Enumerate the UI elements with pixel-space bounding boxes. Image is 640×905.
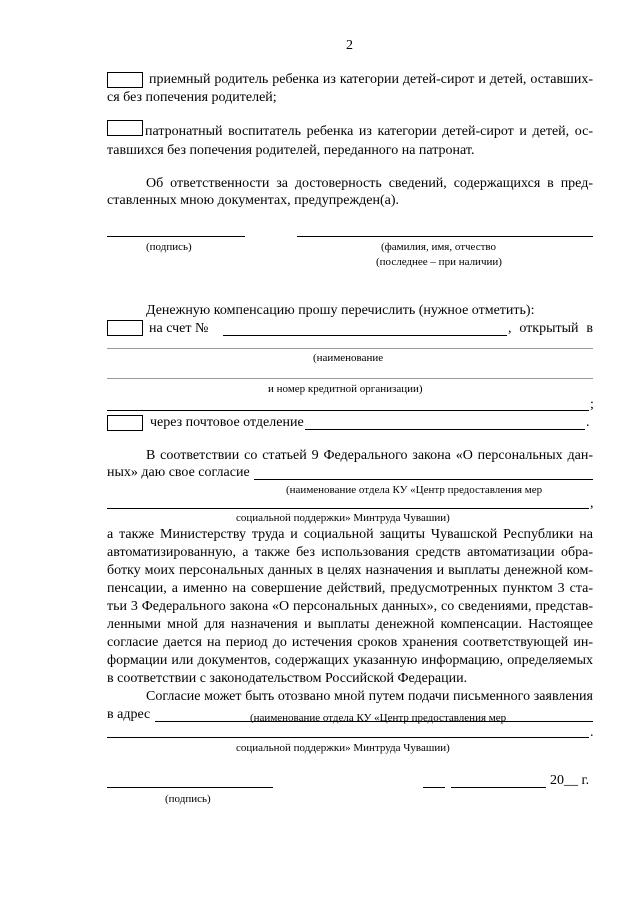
revoke-line1-wrap: [146, 689, 593, 705]
consent-body-text: тьи 3 Федерального закона «О персональных данных», со сведениями, представ-: [107, 599, 593, 614]
consent-org-caption-1: (наименование отдела КУ «Центр предоставления мер: [286, 484, 543, 496]
bank-caption-2: и номер кредитной организации): [268, 383, 423, 395]
revoke-address-line-2[interactable]: [107, 737, 589, 738]
patronage-line1-wrap: [145, 124, 593, 140]
bank-caption-1: (наименование: [313, 352, 384, 364]
consent-text-line1: В соответствии со статьей 9 Федерального закона «О персональных дан-: [146, 448, 593, 463]
consent-body-text: формации или документов, содержащих указанную информацию, определяемых: [107, 653, 593, 668]
consent-org-line-2[interactable]: [107, 508, 589, 509]
page-number: 2: [346, 38, 353, 53]
consent-body-line: [107, 599, 593, 615]
revoke-prefix: в адрес: [107, 707, 151, 722]
account-prefix: на счет №: [149, 321, 209, 336]
patronage-text-line1: патронатный воспитатель ребенка из категории детей-сирот и детей, ос-: [145, 124, 593, 139]
date-year-text: 20__ г.: [550, 773, 590, 788]
revoke-caption-1: (наименование отдела КУ «Центр предоставления мер: [250, 712, 507, 724]
post-office-label: через почтовое отделение: [150, 415, 304, 430]
foster-parent-checkbox[interactable]: [107, 72, 143, 88]
compensation-intro: Денежную компенсацию прошу перечислить (нужное отметить):: [146, 303, 535, 318]
consent-body-line: [107, 545, 593, 561]
footer-signature-line[interactable]: [107, 787, 273, 788]
signature-caption: (подпись): [146, 241, 192, 253]
responsibility-text-line1: Об ответственности за достоверность сведений, содержащихся в пред-: [146, 176, 593, 191]
revoke-caption-2: социальной поддержки» Минтруда Чувашии): [236, 742, 450, 754]
consent-body-text: ботку моих персональных данных в целях назначения и выплаты денежной ком-: [107, 563, 593, 578]
consent-body-line: [107, 527, 593, 543]
date-month-line[interactable]: [451, 787, 546, 788]
consent-body-line: [107, 635, 593, 651]
full-name-caption: (фамилия, имя, отчество: [381, 241, 497, 253]
signature-line[interactable]: [107, 236, 245, 237]
consent-body-line: [107, 581, 593, 597]
consent-body-text: автоматизированную, а также без использования средств автоматизации обра-: [107, 545, 593, 560]
full-name-line[interactable]: [297, 236, 593, 237]
post-office-period: .: [586, 415, 590, 430]
account-number-line[interactable]: [223, 335, 507, 336]
consent-body-line: [107, 563, 593, 579]
full-name-caption-note: (последнее – при наличии): [376, 256, 502, 268]
account-checkbox[interactable]: [107, 320, 143, 336]
post-office-line[interactable]: [305, 429, 585, 430]
consent-body-line: [107, 617, 593, 633]
bank-name-line[interactable]: [107, 348, 593, 349]
footer-signature-caption: (подпись): [165, 793, 211, 805]
consent-comma: ,: [590, 496, 594, 511]
foster-parent-line1-wrap: [149, 72, 593, 88]
consent-body-text: пенсации, а именно на совершение действий, предусмотренных пунктом 3 ста-: [107, 581, 593, 596]
bank-semicolon: ;: [590, 397, 594, 412]
post-office-checkbox[interactable]: [107, 415, 143, 431]
account-suffix: , открытый в: [508, 321, 593, 336]
consent-body-text: а также Министерству труда и социальной защиты Чувашской Республики на: [107, 527, 593, 542]
bank-details-line[interactable]: [107, 410, 589, 411]
date-day-line[interactable]: [423, 787, 445, 788]
consent-org-line[interactable]: [254, 479, 593, 480]
consent-body-text: согласие дается на период до истечения сроков хранения соответствующей ин-: [107, 635, 593, 650]
responsibility-line1-wrap: [146, 176, 593, 192]
revoke-text-line1: Согласие может быть отозвано мной путем подачи письменного заявления: [146, 689, 593, 704]
consent-body-last-line: в соответствии с законодательством Российской Федерации.: [107, 671, 468, 686]
foster-parent-text-line1: приемный родитель ребенка из категории детей-сирот и детей, оставших-: [149, 72, 593, 87]
account-suffix-wrap: [508, 321, 593, 337]
bank-number-line[interactable]: [107, 378, 593, 379]
responsibility-text-line2: ставленных мною документах, предупрежден(а).: [107, 193, 400, 208]
consent-body-line: [107, 653, 593, 669]
consent-org-caption-2: социальной поддержки» Минтруда Чувашии): [236, 512, 450, 524]
foster-parent-text-line2: ся без попечения родителей;: [107, 90, 277, 105]
consent-line1-wrap: [146, 448, 593, 464]
patronage-checkbox[interactable]: [107, 120, 143, 136]
consent-text-line2-prefix: ных» даю свое согласие: [107, 465, 250, 480]
patronage-text-line2: тавшихся без попечения родителей, переданного на патронат.: [107, 143, 475, 158]
revoke-period: .: [590, 725, 594, 740]
consent-body-text: ленными мной для назначения и выплаты денежной компенсации. Настоящее: [107, 617, 593, 632]
